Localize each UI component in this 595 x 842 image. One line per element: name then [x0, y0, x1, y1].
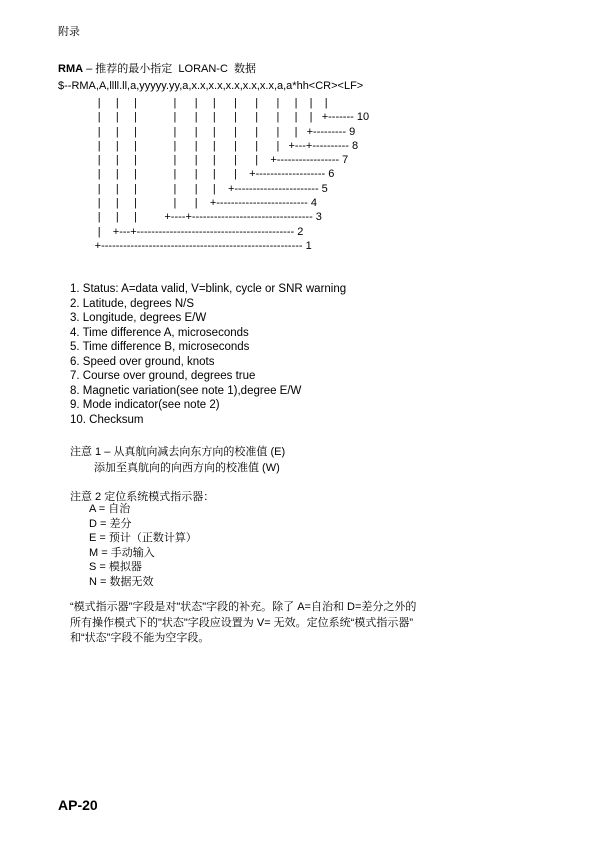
diagram-line: | +---+------------------------------------------- 2: [58, 225, 304, 238]
mode-item: D = 差分: [89, 517, 132, 530]
field-item: 8. Magnetic variation(see note 1),degree E/W: [70, 384, 302, 397]
diagram-line: | | | | | | | | | +---+---------- 8: [58, 139, 359, 152]
sentence-title: [58, 60, 256, 76]
field-list: [70, 282, 346, 427]
mode-list: [89, 502, 197, 589]
title-text: 推荐的最小指定 LORAN-C 数据: [95, 63, 257, 75]
diagram-line: | | | | | | | | | | | |: [58, 97, 328, 109]
field-item: 9. Mode indicator(see note 2): [70, 399, 220, 411]
paragraph-line: 所有操作模式下的"状态"字段应设置为 V= 无效。定位系统“模式指示器”: [70, 616, 414, 629]
diagram-line: | | | | | +------------------------- 4: [58, 197, 317, 210]
title-dash: –: [83, 63, 96, 75]
mode-item: N = 数据无效: [89, 575, 154, 588]
mode-item: A = 自治: [89, 503, 131, 515]
field-diagram: [58, 96, 369, 253]
mode-item: M = 手动输入: [89, 546, 155, 559]
field-item: 5. Time difference B, microseconds: [70, 341, 250, 353]
mode-item: E = 预计（正数计算）: [89, 532, 197, 544]
section-header: 附录: [58, 26, 80, 38]
paragraph-line: 和“状态”字段不能为空字段。: [70, 632, 210, 644]
field-item: 2. Latitude, degrees N/S: [70, 297, 195, 310]
sentence-format: $--RMA,A,llll.ll,a,yyyyy.yy,a,x.x,x.x,x.x,x.x,x.x,a,a*hh<CR><LF>: [58, 80, 364, 92]
field-item: 10. Checksum: [70, 413, 144, 426]
sentence-code: RMA: [58, 63, 84, 75]
diagram-line: | | | | | | | | | | | +------- 10: [58, 111, 370, 124]
note-1-line-2: 添加至真航向的向西方向的校准值 (W): [94, 462, 280, 474]
mode-item: S = 模拟器: [89, 561, 142, 573]
field-item: 4. Time difference A, microseconds: [70, 326, 249, 339]
diagram-line: | | | | | | | +------------------- 6: [58, 168, 335, 181]
diagram-line: | | | | | | | | +----------------- 7: [58, 154, 349, 167]
diagram-line: +------------------------------------------------------- 1: [58, 239, 312, 252]
field-item: 3. Longitude, degrees E/W: [70, 312, 207, 324]
field-item: 7. Course over ground, degrees true: [70, 370, 256, 382]
note-2-heading: 注意 2 定位系统模式指示器：: [70, 491, 215, 503]
paragraph-line: “模式指示器”字段是对"状态"字段的补充。除了 A=自治和 D=差分之外的: [70, 601, 417, 613]
field-item: 6. Speed over ground, knots: [70, 355, 215, 368]
mode-indicator-paragraph: [70, 600, 490, 647]
diagram-line: | | | | | | | | | | +--------- 9: [58, 125, 356, 138]
page-number: AP-20: [58, 797, 98, 813]
note-1-line-1: 注意 1 – 从真航向减去向东方向的校准值 (E): [70, 446, 286, 458]
diagram-line: | | | +----+--------------------------------- 3: [58, 211, 322, 224]
field-item: 1. Status: A=data valid, V=blink, cycle or SNR warning: [70, 283, 347, 295]
diagram-line: | | | | | | +----------------------- 5: [58, 182, 328, 195]
